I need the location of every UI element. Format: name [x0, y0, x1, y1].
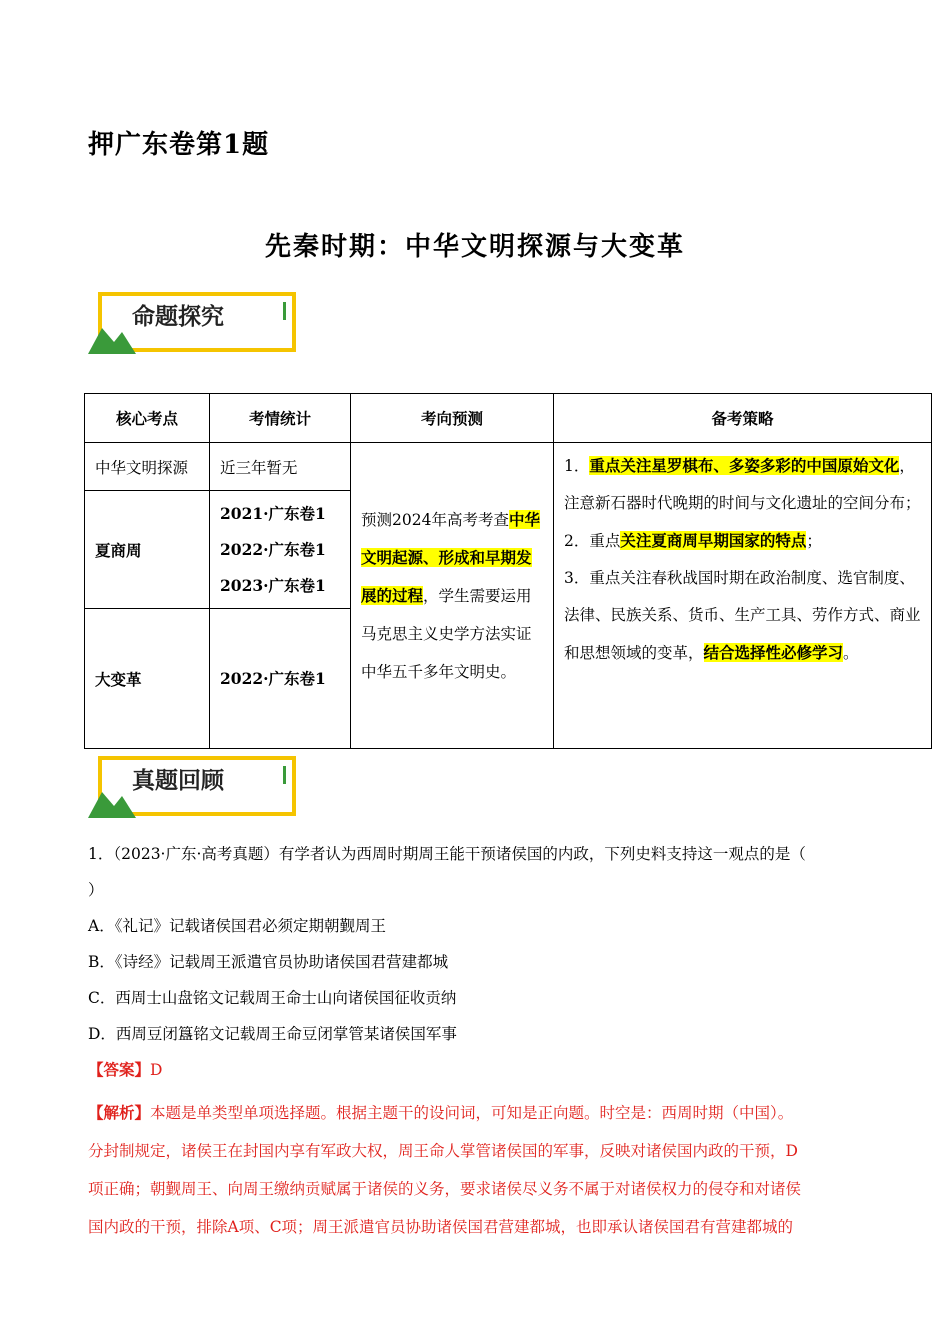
strategy-highlight: 重点关注星罗棋布、多姿多彩的中国原始文化 [589, 456, 900, 475]
strategy-text: 2．重点 [564, 532, 621, 550]
table-row [85, 443, 932, 491]
stats-cell [210, 609, 351, 749]
analysis-line: 项正确；朝觐周王、向周王缴纳贡赋属于诸侯的义务，要求诸侯尽义务不属于对诸侯权力的侵夺和对诸侯 [88, 1180, 802, 1198]
section-label: 命题探究 [132, 304, 224, 330]
strategy-number: 1． [564, 457, 590, 475]
stat-line: 2021·广东卷1 [220, 503, 326, 523]
section-label: 真题回顾 [132, 768, 224, 794]
prediction-cell [351, 443, 554, 749]
topic-cell: 夏商周 [85, 491, 210, 609]
question-stem: 1．（2023·广东·高考真题）有学者认为西周时期周王能干预诸侯国的内政，下列史料支持这一观点的是（ [88, 845, 806, 863]
exam-analysis-table [84, 393, 932, 749]
stat-line: 2023·广东卷1 [220, 575, 326, 595]
table-header: 考情统计 [210, 394, 351, 443]
topic-cell: 中华文明探源 [85, 443, 210, 491]
strategy-cell [554, 443, 932, 749]
prediction-text: 预测2024年高考考查 [361, 510, 509, 529]
section-badge-proposition [88, 288, 298, 356]
option-a: A．《礼记》记载诸侯国君必须定期朝觐周王 [88, 917, 386, 935]
badge-accent-bar [283, 302, 286, 320]
strategy-item-3 [564, 560, 921, 672]
analysis-line: 国内政的干预，排除A项、C项；周王派遣官员协助诸侯国君营建都城，也即承认诸侯国君有营建都城的 [88, 1218, 794, 1236]
analysis-block [88, 1094, 868, 1246]
document-title: 押广东卷第1题 [88, 130, 270, 160]
table-header: 考向预测 [351, 394, 554, 443]
main-title: 先秦时期：中华文明探源与大变革 [264, 232, 685, 262]
strategy-text: 3．重点关注春秋战国时期在政治制度、选官制度、法律、民族关系、货币、生产工具、劳作方式、商业和思想领域的变革， [564, 569, 921, 662]
strategy-highlight: 关注夏商周早期国家的特点 [620, 531, 807, 550]
analysis-line [88, 1094, 868, 1132]
prediction-text: ，学生需要运用马克思主义史学方法实证中华五千多年文明史。 [361, 586, 532, 681]
mountain-icon [88, 318, 136, 354]
section-badge-review [88, 752, 298, 820]
prediction-highlight: 中华文明起源、形成和早期发展的过程 [361, 509, 540, 605]
topic-cell: 大变革 [85, 609, 210, 749]
analysis-label: 【解析】 [88, 1103, 151, 1122]
strategy-item-1 [564, 447, 921, 522]
question-stem-end: ） [88, 881, 104, 899]
stat-line: 2022·广东卷1 [220, 539, 326, 559]
answer-label: 【答案】 [88, 1060, 151, 1079]
mountain-icon [88, 782, 136, 818]
stats-cell [210, 491, 351, 609]
option-c: C．西周士山盘铭文记载周王命士山向诸侯国征收贡纳 [88, 989, 457, 1007]
badge-accent-bar [283, 766, 286, 784]
table-header: 核心考点 [85, 394, 210, 443]
table-header: 备考策略 [554, 394, 932, 443]
strategy-highlight: 结合选择性必修学习 [703, 643, 844, 662]
analysis-text: 本题是单类型单项选择题。根据主题干的设问词，可知是正向题。时空是：西周时期（中国）。 [150, 1104, 794, 1122]
analysis-line: 分封制规定，诸侯王在封国内享有军政大权，周王命人掌管诸侯国的军事，反映对诸侯国内政的干预，D [88, 1142, 798, 1160]
stats-cell: 近三年暂无 [210, 443, 351, 491]
strategy-item-2 [564, 522, 921, 560]
answer-value: D [150, 1061, 163, 1079]
option-d: D．西周豆闭簋铭文记载周王命豆闭掌管某诸侯国军事 [88, 1025, 457, 1043]
strategy-text: ； [806, 532, 822, 550]
strategy-text: ，注意新石器时代晚期的时间与文化遗址的空间分布； [564, 457, 921, 512]
stat-line: 2022·广东卷1 [220, 668, 326, 688]
option-b: B．《诗经》记载周王派遣官员协助诸侯国君营建都城 [88, 953, 449, 971]
answer-line [88, 1058, 162, 1080]
table-header-row [85, 394, 932, 443]
strategy-text: 。 [843, 644, 859, 662]
